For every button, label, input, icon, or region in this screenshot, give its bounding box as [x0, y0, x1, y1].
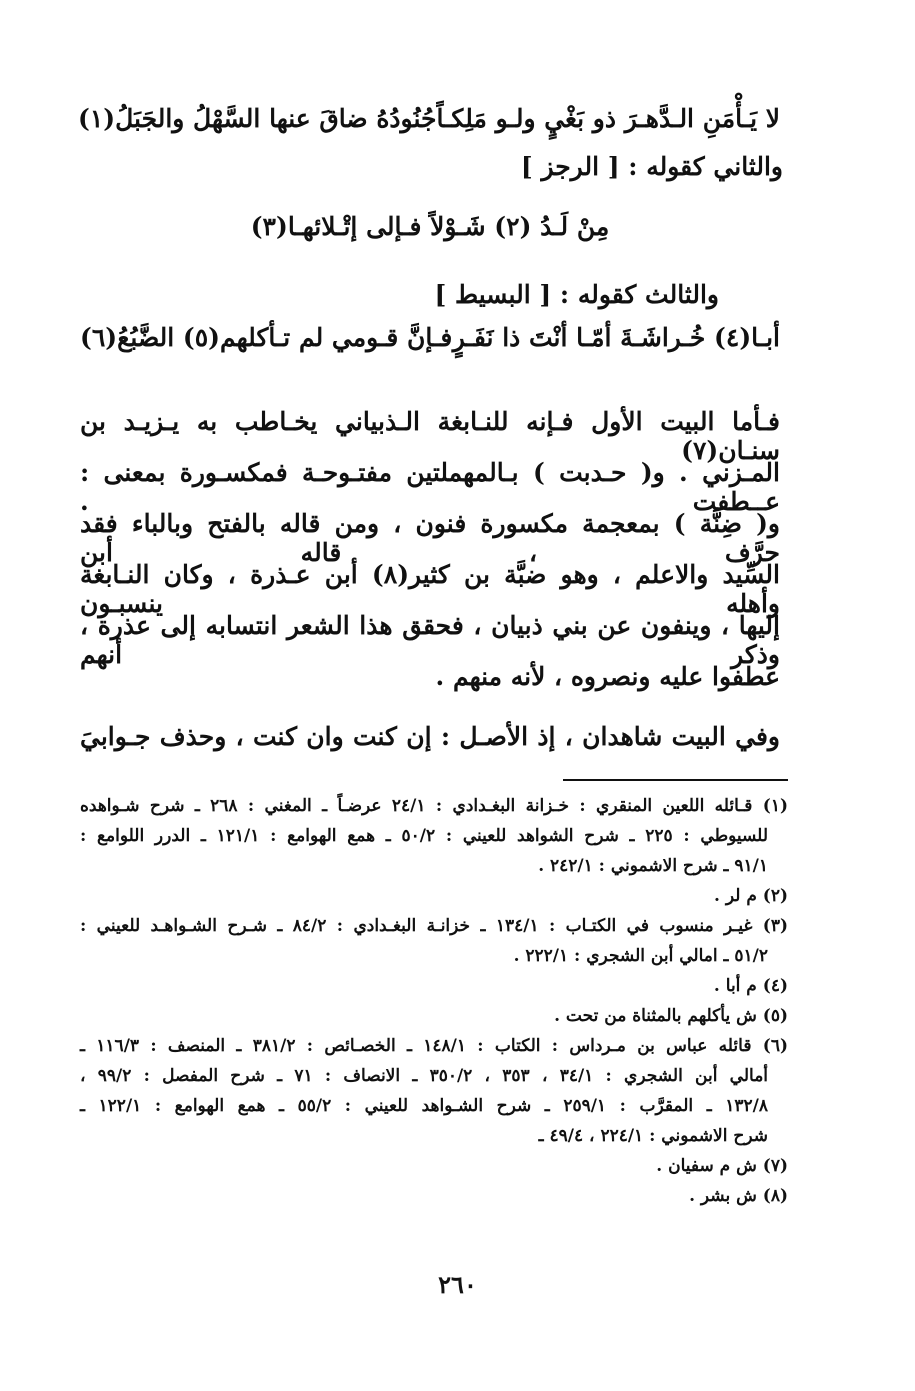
footnote-line: ٥١/٢ ـ امالي أبن الشجري : ٢٢٢/١ .	[513, 946, 768, 966]
verse-3-hemistich-left: فـإنَّ قـومي لم تـأكلهم(٥) الضَّبُعُ(٦)	[80, 323, 453, 352]
footnote-line: (١) قـائله اللعين المنقري : خـزانة البغـدادي : ٢٤/١ عرضـاً ـ المغني : ٢٦٨ ـ شرح شـواهده	[80, 796, 788, 816]
second-intro: والثاني كقوله : [ الرجز ]	[520, 152, 783, 181]
footnote-line: (٦) قائله عباس بن مـرداس : الكتاب : ١٤٨/١ ـ الخصـائص : ٣٨١/٢ ـ المنصف : ١١٦/٣ ـ	[80, 1036, 788, 1056]
verse-1	[77, 104, 780, 133]
footnote-line: أمالي أبن الشجري : ٣٤/١ ، ٣٥٣ ، ٣٥٠/٢ ـ الانصاف : ٧١ ـ شرح المفصل : ٩٩/٢ ،	[80, 1066, 769, 1086]
footnote-separator	[563, 779, 788, 781]
footnote-line: (٨) ش بشر .	[689, 1186, 788, 1206]
verse-1-hemistich-left: جُنُودُهُ ضاقَ عنها السَّهْلُ والجَبَلُ(١)	[77, 104, 437, 133]
verse-3	[80, 323, 780, 352]
commentary-paragraph	[80, 407, 780, 713]
footnote-line: (٧) ش م سفيان .	[656, 1156, 788, 1176]
footnote-line: للسيوطي : ٢٢٥ ـ شرح الشواهد للعيني : ٥٠/٢ ـ همع الهوامع : ١٢١/١ ـ الدرر اللوامع :	[80, 826, 768, 846]
paragraph-line: فـأما البيت الأول فـإنه للنـابغة الـذبياني يخـاطب به يـزيـد بن سنـان(٧)	[80, 407, 780, 465]
paragraph-line-last: عطفوا عليه ونصروه ، لأنه منهم .	[435, 662, 780, 691]
footnote-line: (٢) م لر .	[714, 886, 788, 906]
third-intro: والثالث كقوله : [ البسيط ]	[434, 280, 719, 309]
footnote-line: (٤) م أبا .	[713, 976, 788, 996]
verse-2: مِنْ لَـدُ (٢) شَـوْلاً فـإلى إتْـلائهـا(٣)	[250, 212, 610, 241]
paragraph-line: إليها ، وينفون عن بني ذبيان ، فحقق هذا الشعر انتسابه إلى عذرة ، وذكر أنهم	[80, 611, 780, 669]
paragraph-line: السِّيد والاعلم ، وهو ضبَّة بن كثير(٨) أبن عـذرة ، وكان النـابغة وأهله ينسبـون	[80, 560, 780, 618]
footnote-line: ١٣٢/٨ ـ المقرَّب : ٢٥٩/١ ـ شرح الشـواهد للعيني : ٥٥/٢ ـ همع الهوامع : ١٢٢/١ ـ	[80, 1096, 768, 1116]
footnote-line: شرح الاشموني : ٢٢٤/١ ، ٤٩/٤ ـ	[538, 1126, 768, 1146]
paragraph-line: المـزني . و( حـدبت ) بـالمهملتين مفتـوحـة فمكسـورة بمعنى : عــطفت .	[80, 458, 780, 516]
paragraph-line: و( ضِنَّة ) بمعجمة مكسورة فنون ، ومن قاله بالفتح وبالباء فقد حرَّف ، قاله أبن	[80, 509, 780, 567]
verse-3-hemistich-right: أبـا(٤) خُـراشَـةَ أمّـا أنْتَ ذا نَفَـرٍ	[452, 323, 780, 352]
page-number: ٢٦٠	[438, 1270, 477, 1299]
footnotes	[80, 796, 788, 1216]
footnote-line: (٣) غيـر منسوب في الكتـاب : ١٣٤/١ ـ خزانـة البغـدادي : ٨٤/٢ ـ شـرح الشـواهـد للعيني :	[80, 916, 788, 936]
footnote-line: ٩١/١ ـ شرح الاشموني : ٢٤٢/١ .	[538, 856, 768, 876]
verse-1-hemistich-right: لا يَـأْمَنِ الـدَّهـرَ ذو بَغْيٍ ولـو مَلِكـاً	[436, 104, 780, 133]
footnote-line: (٥) ش يأكلهم بالمثناة من تحت .	[554, 1006, 788, 1026]
second-paragraph-line: وفي البيت شاهدان ، إذ الأصـل : إن كنت وان كنت ، وحذف جـوابيَ	[80, 722, 780, 751]
